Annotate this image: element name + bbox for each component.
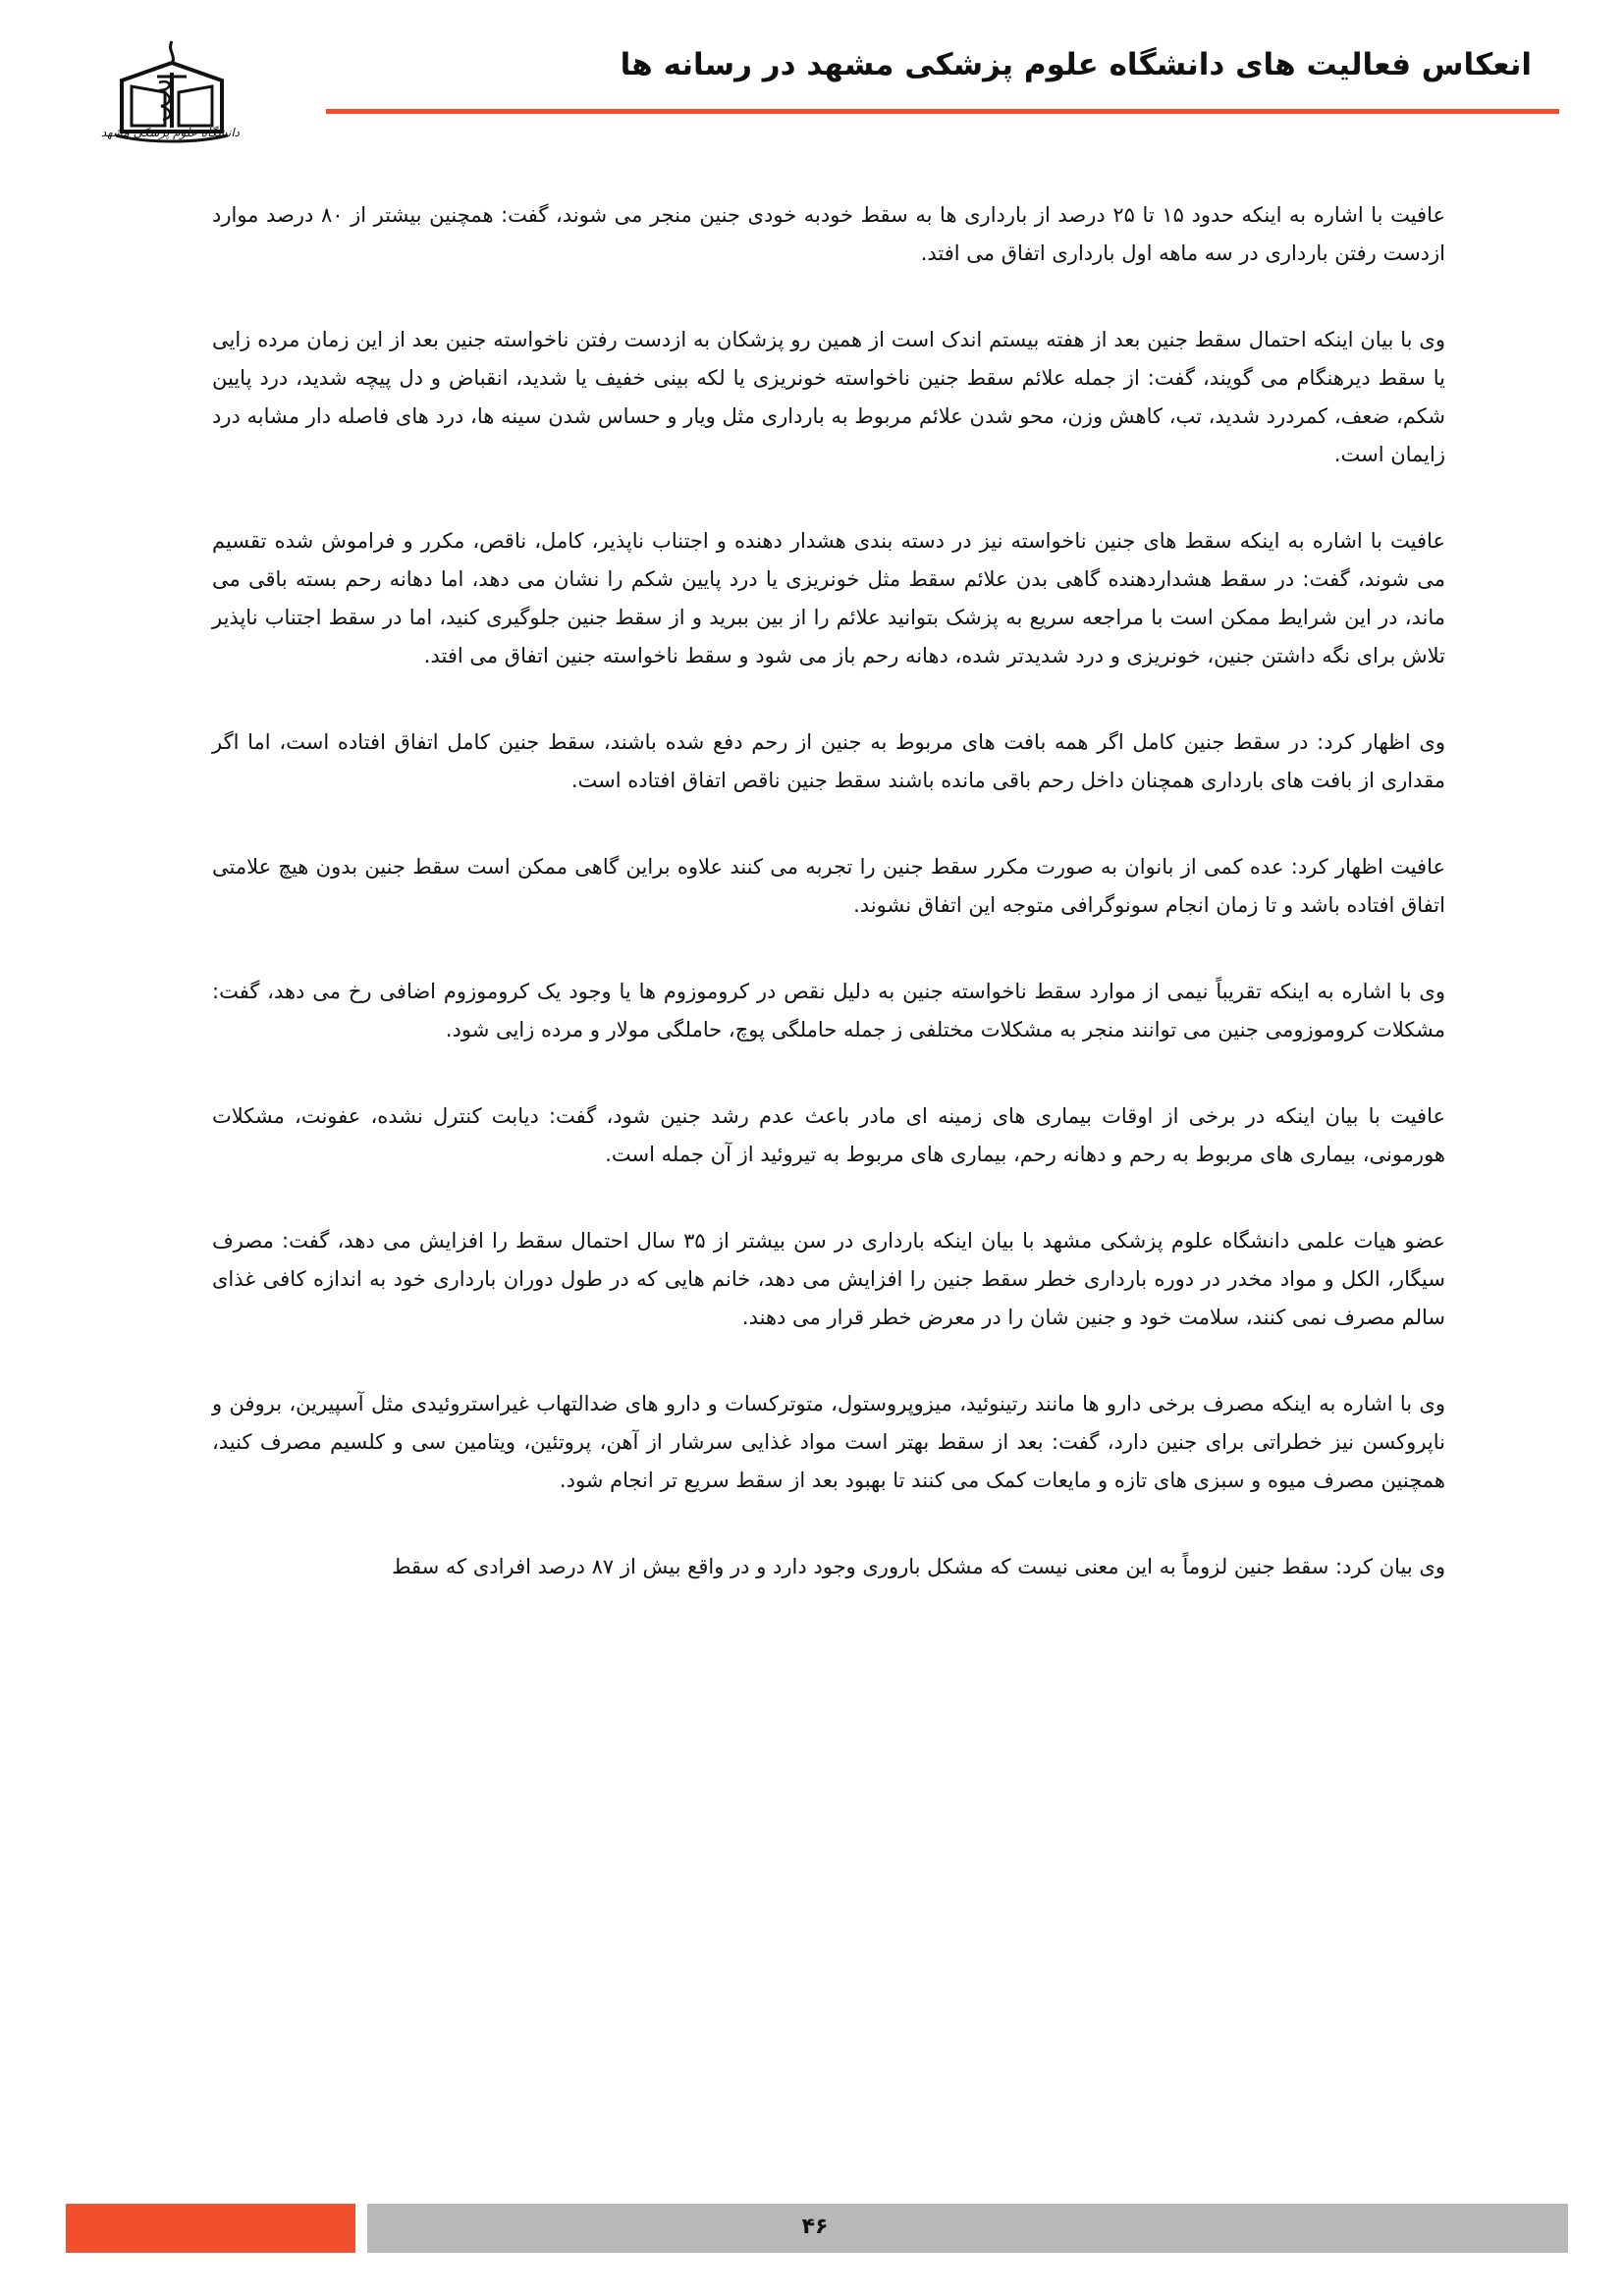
footer-bar <box>367 2204 1568 2253</box>
footer-accent-bar <box>66 2204 355 2253</box>
paragraph: وی با اشاره به اینکه تقریباً نیمی از موارد سقط ناخواسته جنین به دلیل نقص در کروموزوم ها یا وجود یک کروموزوم اضافی رخ می دهد، گفت: مشکلات کروموزومی جنین می توانند منجر به مشکلات مختلفی ز جمله حاملگی پوچ، حاملگی مولار و مرده زایی شود. <box>212 980 1445 1041</box>
university-logo-icon <box>108 33 236 181</box>
paragraph: عافیت با اشاره به اینکه حدود ۱۵ تا ۲۵ درصد از بارداری ها به سقط خودبه خودی جنین منجر می شوند، گفت: همچنین بیشتر از ۸۰ درصد موارد ازدست رفتن بارداری در سه ماهه اول بارداری اتفاق می افتد. <box>212 203 1446 265</box>
paragraph: وی بیان کرد: سقط جنین لزوماً به این معنی نیست که مشکل باروری وجود دارد و در واقع بیش از ۸۷ درصد افرادی که سقط <box>392 1555 1445 1578</box>
article-body <box>212 196 1445 1634</box>
paragraph: عضو هیات علمی دانشگاه علوم پزشکی مشهد با بیان اینکه بارداری در سن بیشتر از ۳۵ سال احتمال سقط را افزایش می دهد، گفت: مصرف سیگار، الکل و مواد مخدر در دوره بارداری خطر سقط جنین را افزایش می دهد، خانم هایی که در طول دوران بارداری خود به اندازه کافی غذای سالم مصرف نمی کنند، سلامت خود و جنین شان را در معرض خطر قرار می دهند. <box>212 1229 1445 1329</box>
logo-caption: دانشگاه علوم پزشکی مشهد <box>100 126 240 139</box>
header-divider <box>326 109 1559 114</box>
paragraph: وی اظهار کرد: در سقط جنین کامل اگر همه بافت های مربوط به جنین از رحم دفع شده باشند، سقط جنین کامل اتفاق افتاده است، اما اگر مقداری از بافت های بارداری همچنان داخل رحم باقی مانده باشند سقط جنین ناقص اتفاق افتاده است. <box>212 730 1445 792</box>
page-header-title: انعکاس فعالیت های دانشگاه علوم پزشکی مشهد در رسانه ها <box>620 47 1532 82</box>
paragraph: وی با بیان اینکه احتمال سقط جنین بعد از هفته بیستم اندک است از همین رو پزشکان به ازدست رفتن ناخواسته جنین بعد از این زمان مرده زایی یا سقط دیرهنگام می گویند، گفت: از جمله علائم سقط جنین ناخواسته خونریزی یا لکه بینی خفیف یا شدید، انقباض و دل پیچه شدید، درد پایین شکم، ضعف، کمردرد شدید، تب، کاهش وزن، محو شدن علائم مربوط به بارداری مثل ویار و حساس شدن سینه ها، درد های فاصله دار مشابه درد زایمان است. <box>212 328 1445 466</box>
paragraph: عافیت اظهار کرد: عده کمی از بانوان به صورت مکرر سقط جنین را تجربه می کنند علاوه براین گاهی ممکن است سقط جنین بدون هیچ علامتی اتفاق افتاده باشد و تا زمان انجام سونوگرافی متوجه این اتفاق نشوند. <box>212 855 1445 917</box>
paragraph: عافیت با اشاره به اینکه سقط های جنین ناخواسته نیز در دسته بندی هشدار دهنده و اجتناب ناپذیر، کامل، ناقص، مکرر و فراموش شده تقسیم می شوند، گفت: در سقط هشداردهنده گاهی بدن علائم سقط مثل خونریزی یا درد پایین شکم را نشان می دهد، اما دهانه رحم بسته باقی می ماند، در این شرایط ممکن است با مراجعه سریع به پزشک بتوانید علائم را از بین ببرید و از سقط جنین جلوگیری کنید، اما در سقط اجتناب ناپذیر تلاش برای نگه داشتن جنین، خونریزی و درد شدیدتر شده، دهانه رحم باز می شود و سقط ناخواسته جنین اتفاق می افتد. <box>212 529 1445 667</box>
page-number: ۴۶ <box>801 2215 829 2239</box>
paragraph: عافیت با بیان اینکه در برخی از اوقات بیماری های زمینه ای مادر باعث عدم رشد جنین شود، گفت: دیابت کنترل نشده، عفونت، مشکلات هورمونی، بیماری های مربوط به رحم و دهانه رحم، بیماری های مربوط به تیروئید از آن جمله است. <box>212 1104 1445 1166</box>
paragraph: وی با اشاره به اینکه مصرف برخی دارو ها مانند رتینوئید، میزوپروستول، متوترکسات و دارو های ضدالتهاب غیراستروئیدی مثل آسپیرین، بروفن و ناپروکسن نیز خطراتی برای جنین دارد، گفت: بعد از سقط بهتر است مواد غذایی سرشار از آهن، پروتئین، ویتامین سی و کلسیم مصرف کنید، همچنین مصرف میوه و سبزی های تازه و مایعات کمک می کنند تا بهبود بعد از سقط سریع تر انجام شود. <box>212 1392 1445 1492</box>
